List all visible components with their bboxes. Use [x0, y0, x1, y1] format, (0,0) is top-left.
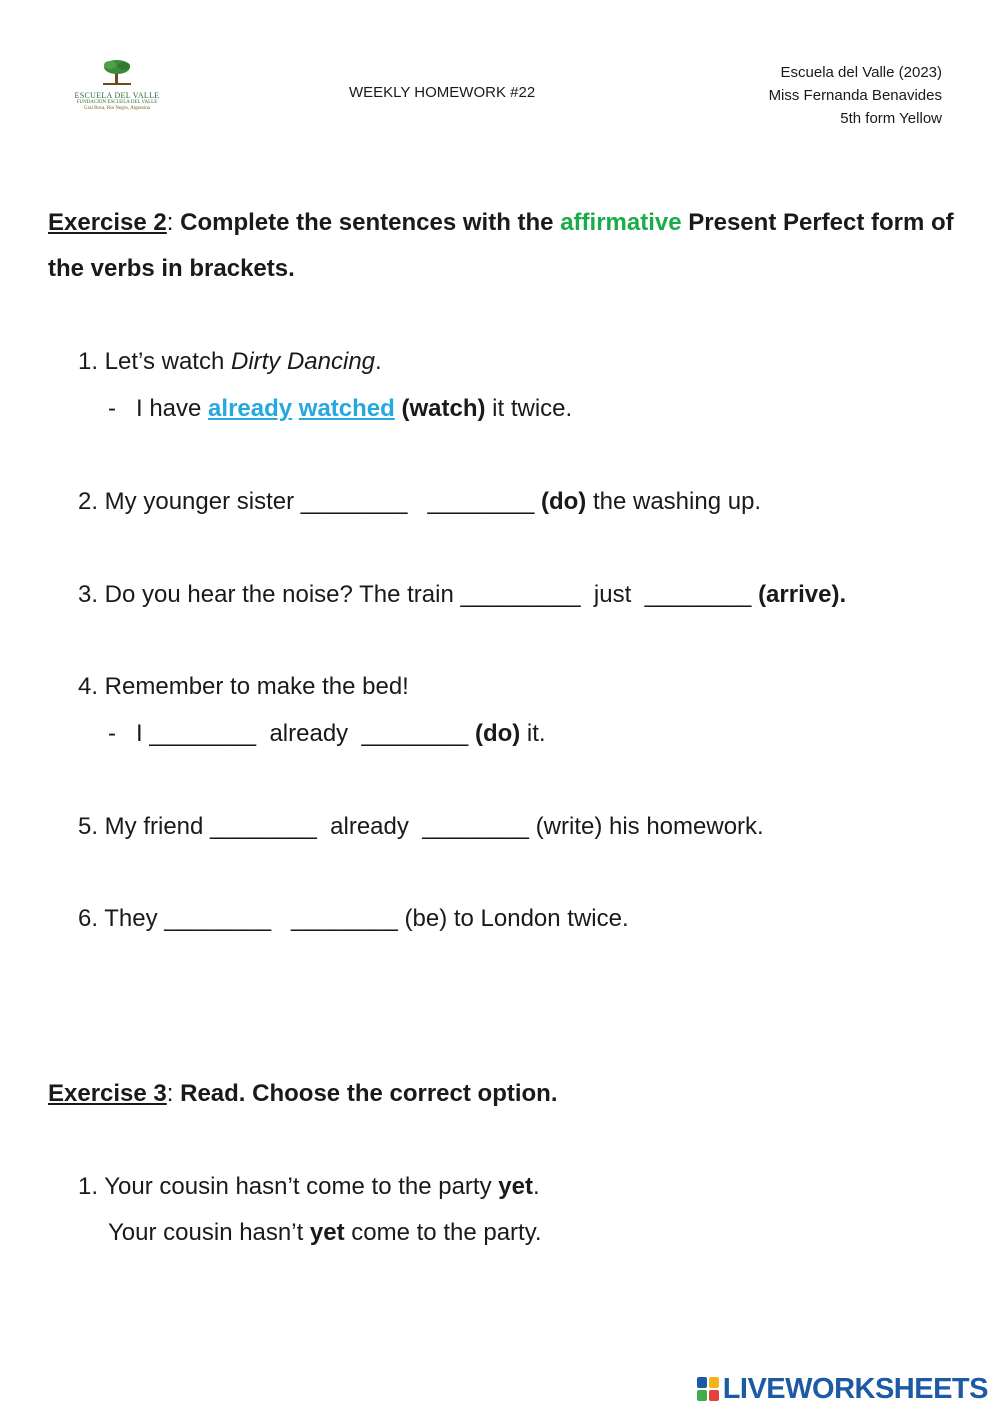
- school-logo: [72, 58, 162, 112]
- school-info: [769, 61, 942, 130]
- logo-line-3: Gral Roca, Rio Negro, Argentina: [83, 106, 150, 111]
- exercise-3-label: Exercise 3: [48, 1080, 167, 1107]
- exercise-3-colon: :: [166, 1080, 174, 1107]
- exercise-2-item-2: [78, 487, 761, 517]
- option-keyword: yet: [498, 1173, 533, 1200]
- example-answer-watched: watched: [298, 395, 395, 422]
- item-end: it.: [520, 720, 546, 747]
- school-name: Escuela del Valle (2023): [780, 64, 942, 81]
- item-text: 5. My friend ________ already ________ (write) his homework.: [78, 813, 764, 840]
- liveworksheets-wordmark: LIVEWORKSHEETS: [722, 1372, 988, 1405]
- exercise-2-item-3: [78, 580, 846, 610]
- item-text: 3. Do you hear the noise? The train _________ just ________: [78, 581, 759, 608]
- logo-line-1: ESCUELA DEL VALLE: [74, 91, 160, 100]
- example-answer-already: already: [208, 395, 293, 422]
- exercise-3-instruction: Read. Choose the correct option.: [173, 1080, 558, 1107]
- verb-hint: (do): [474, 720, 521, 747]
- answer-end: it twice.: [485, 395, 573, 422]
- logo-line-2: FUNDACION ESCUELA DEL VALLE: [76, 100, 158, 105]
- homework-title: WEEKLY HOMEWORK #22: [349, 84, 536, 101]
- item-text: 4. Remember to make the bed!: [78, 673, 409, 700]
- exercise-3-item-1-option-b: [108, 1218, 542, 1248]
- item-end: the washing up.: [586, 488, 762, 515]
- exercise-2-instruction-highlight: affirmative: [560, 209, 682, 236]
- exercise-2-item-4: [78, 672, 409, 702]
- movie-title: Dirty Dancing: [230, 348, 376, 375]
- exercise-2-heading: [48, 200, 968, 292]
- tree-logo-icon: [97, 58, 137, 86]
- teacher-name: Miss Fernanda Benavides: [768, 87, 942, 104]
- answer-prefix: - I have: [108, 395, 209, 422]
- verb-hint: (do): [540, 488, 587, 515]
- option-end: .: [532, 1173, 540, 1200]
- exercise-3-heading: [48, 1071, 968, 1117]
- option-end: come to the party.: [344, 1219, 542, 1246]
- item-text: 6. They ________ ________ (be) to London twice.: [78, 905, 629, 932]
- verb-hint: (arrive).: [758, 581, 847, 608]
- exercise-2-item-1-answer: [108, 394, 572, 424]
- exercise-2-colon: :: [166, 209, 174, 236]
- option-text: 1. Your cousin hasn’t come to the party: [78, 1173, 499, 1200]
- exercise-2-item-5: [78, 812, 764, 842]
- item-suffix: .: [375, 348, 382, 375]
- item-text: 1. Let’s watch: [78, 348, 231, 375]
- item-text: - I ________ already ________: [108, 720, 475, 747]
- option-text: Your cousin hasn’t: [108, 1219, 310, 1246]
- liveworksheets-brand: [697, 1374, 988, 1404]
- exercise-2-item-6: [78, 904, 629, 934]
- exercise-2-label: Exercise 2: [48, 209, 167, 236]
- verb-hint: (watch): [394, 395, 486, 422]
- liveworksheets-logo-icon: [697, 1377, 719, 1401]
- exercise-2-instruction-pre: Complete the sentences with the: [173, 209, 561, 236]
- exercise-2-item-1: [78, 347, 382, 377]
- answer-space: [292, 395, 299, 422]
- option-keyword: yet: [309, 1219, 345, 1246]
- exercise-3-item-1-option-a: [78, 1172, 540, 1202]
- class-name: 5th form Yellow: [840, 110, 942, 127]
- exercise-2-item-4-answer: [108, 719, 546, 749]
- item-text: 2. My younger sister ________ ________: [78, 488, 541, 515]
- exercise-2-instruction-post: Present Perfect form of the verbs in brackets.: [48, 209, 954, 282]
